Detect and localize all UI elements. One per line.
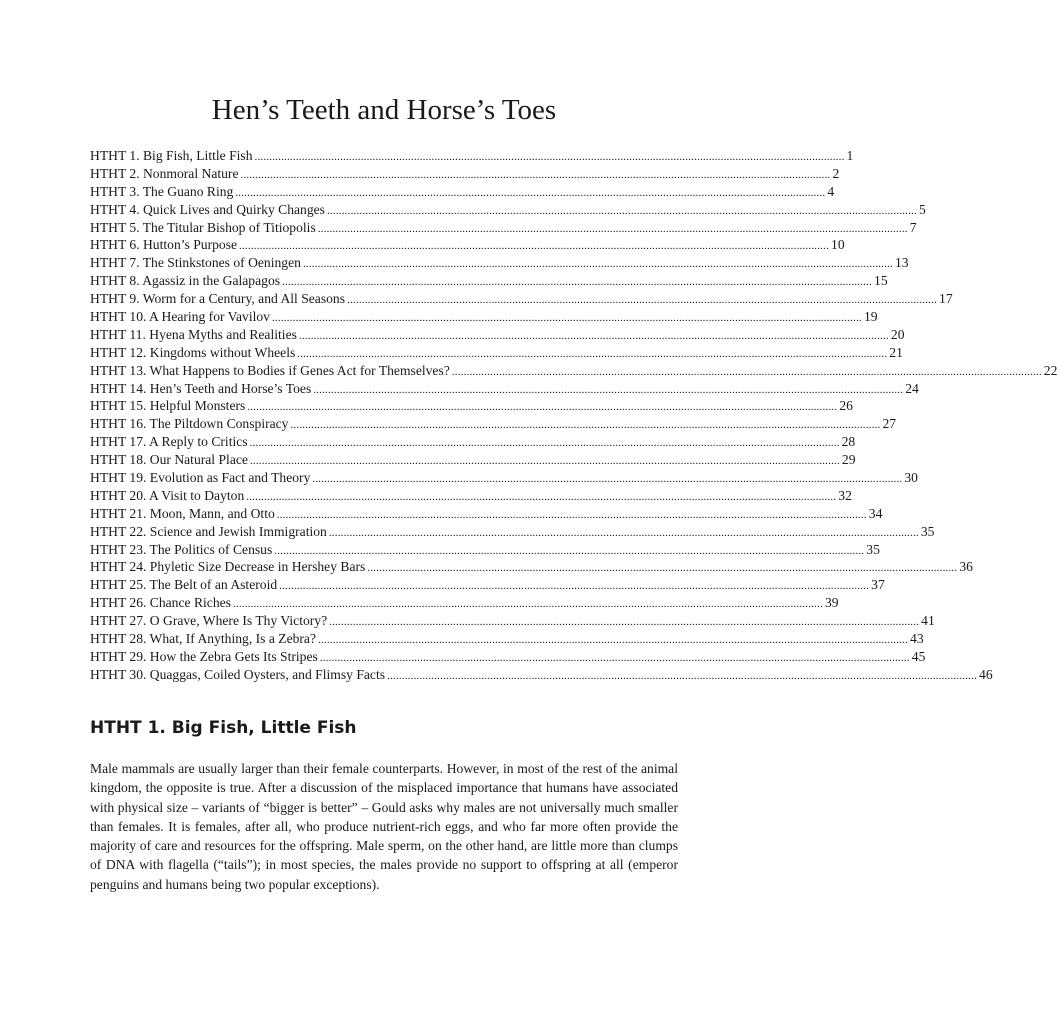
toc-entry-page: 4: [827, 183, 835, 199]
toc-entry-page: 37: [871, 577, 885, 593]
section-heading: HTHT 1. Big Fish, Little Fish: [90, 718, 357, 738]
document-title: Hen’s Teeth and Horse’s Toes: [211, 94, 557, 126]
toc-entry-title: HTHT 25. The Belt of an Asteroid: [90, 577, 278, 593]
toc-entry-page: 1: [846, 148, 854, 163]
toc-entry[interactable]: [90, 362, 1057, 380]
toc-leader-dots: ........................................................................................................................................................................................................: [254, 151, 845, 163]
toc-entry[interactable]: [90, 380, 919, 398]
toc-entry-title: HTHT 6. Hutton’s Purpose: [90, 237, 238, 253]
toc-entry-page: 35: [866, 541, 880, 557]
toc-entry-page: 34: [868, 505, 883, 521]
toc-entry[interactable]: [90, 415, 897, 433]
toc-entry-page: 32: [838, 487, 852, 503]
toc-leader-dots: ........................................................................................................................................................................................................: [347, 294, 938, 307]
toc-entry[interactable]: [90, 630, 924, 648]
toc-leader-dots: ........................................................................................................................................................................................................: [274, 544, 865, 557]
toc-leader-dots: ........................................................................................................................................................................................................: [367, 562, 958, 575]
toc-leader-dots: ........................................................................................................................................................................................................: [232, 598, 823, 611]
toc-entry[interactable]: [90, 219, 917, 237]
toc-leader-dots: ........................................................................................................................................................................................................: [297, 347, 888, 360]
toc-entry-title: HTHT 12. Kingdoms without Wheels: [90, 344, 296, 360]
toc-entry-title: HTHT 7. The Stinkstones of Oeningen: [90, 255, 301, 271]
toc-leader-dots: ........................................................................................................................................................................................................: [329, 616, 920, 629]
toc-leader-dots: ........................................................................................................................................................................................................: [240, 168, 831, 181]
toc-entry-title: HTHT 8. Agassiz in the Galapagos: [90, 273, 281, 289]
toc-leader-dots: ........................................................................................................................................................................................................: [249, 437, 840, 450]
toc-entry-title: HTHT 14. Hen’s Teeth and Horse’s Toes: [90, 380, 312, 396]
toc-leader-dots: ........................................................................................................................................................................................................: [247, 401, 838, 414]
toc-entry-page: 39: [824, 595, 839, 611]
toc-entry-page: 29: [841, 452, 856, 468]
toc-entry-title: HTHT 30. Quaggas, Coiled Oysters, and Flimsy Facts: [90, 666, 386, 682]
toc-entry-page: 41: [921, 613, 935, 629]
toc-entry-page: 28: [841, 434, 856, 450]
toc-entry-title: HTHT 19. Evolution as Fact and Theory: [90, 470, 311, 486]
toc-entry-title: HTHT 2. Nonmoral Nature: [90, 165, 239, 181]
toc-entry-title: HTHT 10. A Hearing for Vavilov: [90, 309, 270, 325]
toc-entry-title: HTHT 26. Chance Riches: [90, 595, 231, 611]
toc-leader-dots: ........................................................................................................................................................................................................: [290, 419, 881, 432]
toc-entry-title: HTHT 13. What Happens to Bodies if Genes Act for Themselves?: [90, 362, 450, 378]
toc-entry[interactable]: [90, 326, 905, 344]
toc-entry-title: HTHT 16. The Piltdown Conspiracy: [90, 416, 289, 432]
toc-entry-page: 7: [909, 219, 917, 235]
toc-leader-dots: ........................................................................................................................................................................................................: [276, 508, 867, 521]
toc-entry-page: 20: [890, 326, 905, 342]
toc-entry-page: 24: [905, 380, 919, 396]
toc-leader-dots: ........................................................................................................................................................................................................: [312, 473, 903, 486]
toc-entry-page: 45: [911, 648, 926, 664]
toc-entry[interactable]: [90, 487, 852, 505]
toc-entry[interactable]: [90, 344, 903, 362]
toc-entry[interactable]: [90, 541, 880, 559]
toc-entry-page: 30: [904, 470, 918, 486]
toc-entry[interactable]: [90, 433, 856, 451]
toc-leader-dots: ........................................................................................................................................................................................................: [298, 329, 889, 342]
toc-entry[interactable]: [90, 451, 856, 469]
toc-entry[interactable]: [90, 165, 840, 183]
toc-entry-page: 17: [939, 291, 953, 307]
toc-entry[interactable]: [90, 505, 883, 523]
toc-leader-dots: ........................................................................................................................................................................................................: [319, 651, 910, 664]
toc-entry-title: HTHT 24. Phyletic Size Decrease in Hershey Bars: [90, 559, 366, 575]
toc-entry-title: HTHT 17. A Reply to Critics: [90, 434, 248, 450]
toc-entry[interactable]: [90, 308, 878, 326]
toc-leader-dots: ........................................................................................................................................................................................................: [318, 634, 909, 647]
toc-leader-dots: ........................................................................................................................................................................................................: [317, 222, 908, 235]
toc-entry-title: HTHT 15. Helpful Monsters: [90, 398, 246, 414]
toc-entry[interactable]: [90, 666, 993, 684]
toc-entry-page: 35: [920, 523, 935, 539]
toc-entry-title: HTHT 27. O Grave, Where Is Thy Victory?: [90, 613, 328, 629]
toc-leader-dots: ........................................................................................................................................................................................................: [249, 455, 840, 468]
toc-entry-page: 15: [874, 273, 888, 289]
toc-entry-title: HTHT 1. Big Fish, Little Fish: [90, 148, 253, 163]
section-paragraph: Male mammals are usually larger than their female counterparts. However, in most of the rest of the animal kingdom, the opposite is true. After a discussion of the misplaced importance that humans have associated with physical size – variants of “bigger is better” – Gould asks why males are not universally much smaller than females. It is females, after all, who produce nutrient-rich eggs, and who far more often provide the majority of care and resources for the offspring. Male sperm, on the other hand, are little more than clumps of DNA with flagella (“tails”); in most species, the males provide no support to offspring at all (emperor penguins and humans being two popular exceptions).: [90, 761, 678, 892]
toc-leader-dots: ........................................................................................................................................................................................................: [387, 669, 978, 682]
toc-entry[interactable]: [90, 594, 839, 612]
toc-entry-page: 10: [831, 237, 845, 253]
toc-entry[interactable]: [90, 147, 854, 165]
toc-leader-dots: ........................................................................................................................................................................................................: [302, 258, 893, 271]
toc-leader-dots: ........................................................................................................................................................................................................: [235, 186, 826, 199]
toc-entry-page: 19: [863, 309, 878, 325]
toc-entry[interactable]: [90, 612, 935, 630]
toc-entry[interactable]: [90, 183, 835, 201]
toc-leader-dots: ........................................................................................................................................................................................................: [279, 580, 870, 593]
toc-entry-page: 22: [1043, 362, 1057, 378]
table-of-contents: [90, 147, 1057, 684]
toc-entry-title: HTHT 11. Hyena Myths and Realities: [90, 326, 297, 342]
toc-entry[interactable]: [90, 648, 926, 666]
toc-leader-dots: ........................................................................................................................................................................................................: [313, 383, 904, 396]
toc-entry-page: 13: [894, 255, 909, 271]
toc-entry[interactable]: [90, 201, 926, 219]
toc-leader-dots: ........................................................................................................................................................................................................: [451, 365, 1042, 378]
toc-entry[interactable]: [90, 290, 953, 308]
toc-entry-title: HTHT 20. A Visit to Dayton: [90, 487, 245, 503]
toc-entry-title: HTHT 28. What, If Anything, Is a Zebra?: [90, 631, 317, 647]
toc-entry-page: 27: [882, 416, 897, 432]
toc-entry[interactable]: [90, 397, 853, 415]
toc-leader-dots: ........................................................................................................................................................................................................: [328, 526, 919, 539]
toc-entry[interactable]: [90, 469, 918, 487]
toc-entry-title: HTHT 5. The Titular Bishop of Titiopolis: [90, 219, 316, 235]
toc-entry-page: 2: [832, 165, 840, 181]
toc-entry-page: 36: [959, 559, 973, 575]
toc-entry-title: HTHT 9. Worm for a Century, and All Seasons: [90, 291, 346, 307]
toc-entry-title: HTHT 21. Moon, Mann, and Otto: [90, 505, 275, 521]
toc-leader-dots: ........................................................................................................................................................................................................: [271, 312, 862, 325]
toc-entry-page: 5: [918, 201, 926, 217]
toc-entry[interactable]: [90, 236, 845, 254]
toc-entry-page: 26: [839, 398, 853, 414]
toc-leader-dots: ........................................................................................................................................................................................................: [246, 490, 837, 503]
toc-entry[interactable]: [90, 576, 885, 594]
toc-entry-page: 46: [979, 666, 993, 682]
toc-leader-dots: ........................................................................................................................................................................................................: [282, 276, 873, 289]
toc-entry-title: HTHT 3. The Guano Ring: [90, 183, 234, 199]
toc-entry[interactable]: [90, 558, 973, 576]
toc-entry-title: HTHT 22. Science and Jewish Immigration: [90, 523, 327, 539]
toc-entry-page: 21: [889, 344, 903, 360]
toc-entry-title: HTHT 29. How the Zebra Gets Its Stripes: [90, 648, 318, 664]
toc-leader-dots: ........................................................................................................................................................................................................: [239, 240, 830, 253]
toc-entry-title: HTHT 18. Our Natural Place: [90, 452, 248, 468]
toc-entry[interactable]: [90, 254, 909, 272]
toc-entry-title: HTHT 4. Quick Lives and Quirky Changes: [90, 201, 325, 217]
toc-entry[interactable]: [90, 272, 888, 290]
toc-entry-page: 43: [910, 631, 924, 647]
toc-entry[interactable]: [90, 523, 935, 541]
toc-entry-title: HTHT 23. The Politics of Census: [90, 541, 273, 557]
toc-leader-dots: ........................................................................................................................................................................................................: [326, 204, 917, 217]
